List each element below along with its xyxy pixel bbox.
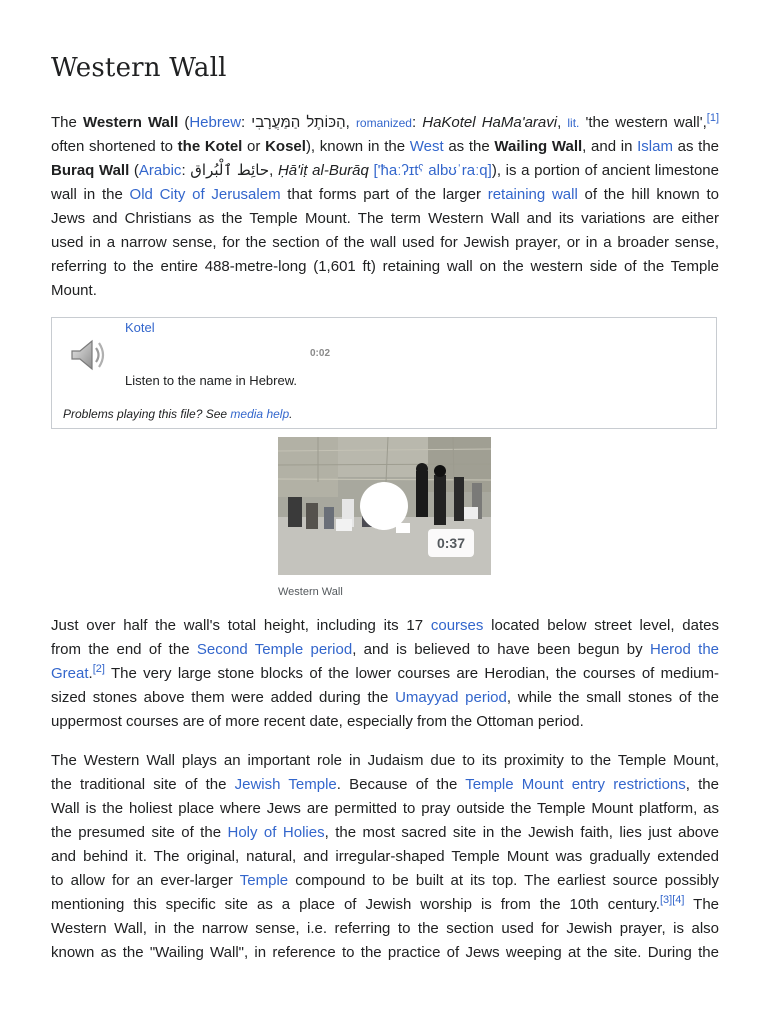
citation-1[interactable]: [1] [706,112,719,124]
citation-3[interactable]: [3] [659,894,673,906]
hebrew-name: הַכּוֹתֶל הַמַּעֲרָבִי [251,114,346,131]
audio-description: Listen to the name in Hebrew. [125,373,297,388]
audio-media-box [51,317,717,429]
p3-line-1: The Western Wall plays an important role in Judaism due to its proximity to the Temple Mount, [51,752,719,769]
hebrew-link[interactable]: Hebrew [189,114,242,131]
retaining-wall-link[interactable]: retaining wall [487,186,578,203]
page-title: Western Wall [51,53,227,83]
lit-link[interactable]: lit. [567,116,580,130]
courses-link[interactable]: courses [430,617,484,634]
western-wall-bold: Western Wall [82,114,179,131]
p2-line-2: from the end of the Second Temple period, and is believed to have been begun by Herod the [51,641,720,658]
the-kotel-bold: the Kotel [177,138,243,155]
video-player[interactable] [278,437,491,575]
romanized-link[interactable]: romanized [355,116,412,130]
p2-line-5: uppermost courses are of more recent date, especially from the Ottoman period. [51,713,584,730]
arabic-link[interactable]: Arabic [138,162,182,179]
herod-link[interactable]: Herod the [649,641,720,658]
video-caption: Western Wall [278,586,343,598]
p3-line-6: to allow for an ever-larger Temple compound to be built at its top. The earliest source possibly [51,872,719,889]
holy-of-holies-link[interactable]: Holy of Holies [227,824,325,841]
intro-line-7: referring to the entire 488-metre-long (1,601 ft) retaining wall on the western side of the Temple [51,258,719,275]
ipa-link[interactable]: ['ħaːʔɪtˤ albʊˈraːq] [368,162,492,179]
islam-link[interactable]: Islam [637,138,673,155]
citation-2[interactable]: [2] [92,663,105,675]
p3-line-9: known as the "Wailing Wall", in reference to the practice of Jews weeping at the site. During the [51,944,719,961]
citation-4[interactable]: [4] [672,894,685,906]
intro-line-2: often shortened to the Kotel or Kosel), known in the West as the Wailing Wall, and in Islam as the [51,138,720,155]
audio-title-link[interactable]: Kotel [125,320,155,335]
p2-line-3: Great.[2] The very large stone blocks of the lower courses are Herodian, the courses of medium- [51,663,719,682]
umayyad-link[interactable]: Umayyad period [395,689,507,706]
intro-paragraph [51,111,719,303]
herod-link-continued[interactable]: Great [51,665,89,682]
audio-time: 0:02 [310,348,331,359]
arabic-name: حائِط ٱلْبُراق [190,162,270,179]
paragraph-3 [51,749,719,965]
second-temple-link[interactable]: Second Temple period [196,641,353,658]
temple-mount-link[interactable]: Temple Mount [249,210,347,227]
intro-line-8: Mount. [51,282,97,299]
media-help-note: Problems playing this file? See media help. [63,407,293,421]
temple-link[interactable]: Temple [239,872,289,889]
west-link[interactable]: West [409,138,444,155]
intro-line-4: wall in the Old City of Jerusalem that forms part of the larger retaining wall of the hill known to [51,186,719,203]
p3-line-3: Wall is the holiest place where Jews are permitted to pray outside the Temple Mount platform, as [51,800,719,817]
video-duration-badge: 0:37 [428,529,474,557]
paragraph-2 [51,614,719,734]
hakotel-transliteration: HaKotel HaMa'aravi [422,114,558,131]
old-city-link[interactable]: Old City of Jerusalem [129,186,281,203]
p3-line-2: the traditional site of the Jewish Temple. Because of the Temple Mount entry restrictions, the [51,776,719,793]
temple-mount-restrictions-link[interactable]: Temple Mount entry restrictions [465,776,686,793]
media-help-link[interactable]: media help [230,407,290,421]
intro-line-5: Jews and Christians as the Temple Mount. The term Western Wall and its variations are either [51,210,719,227]
intro-line-1: The Western Wall (Hebrew: הַכּוֹתֶל הַמַּעֲרָבִי, romanized: HaKotel HaMa'aravi, lit. 'the western wall',[1] [51,112,719,131]
intro-line-3: Buraq Wall (Arabic: حائِط ٱلْبُراق, Ḥā'iṭ al-Burāq ['ħaːʔɪtˤ albʊˈraːq]), is a portion of ancient limestone [51,162,719,179]
kosel-bold: Kosel [265,138,306,155]
p3-line-4: the presumed site of the Holy of Holies, the most sacred site in the Jewish faith, lies just above [51,824,719,841]
jewish-temple-link[interactable]: Jewish Temple [234,776,337,793]
p3-line-8: Western Wall, in the narrow sense, i.e. referring to the section used for Jewish prayer, is also [51,920,719,937]
p3-line-5: and behind it. The original, natural, and irregular-shaped Temple Mount was gradually extended [51,848,719,865]
hait-transliteration: Ḥā'iṭ al-Burāq [277,162,369,179]
speaker-audio-icon[interactable] [68,335,108,375]
p3-line-7: mentioning this specific site as a place of Jewish worship is from the 10th century.[3][4] The [51,894,720,913]
p2-line-4: sized stones above them were added during the Umayyad period, while the small stones of the [51,689,720,706]
wailing-wall-bold: Wailing Wall [494,138,583,155]
buraq-wall-bold: Buraq Wall [51,162,130,179]
p2-line-1: Just over half the wall's total height, including its 17 courses located below street level, dates [51,617,719,634]
play-button-icon[interactable] [360,482,408,530]
intro-line-6: used in a narrow sense, for the section of the wall used for Jewish prayer, or in a broader sense, [51,234,719,251]
